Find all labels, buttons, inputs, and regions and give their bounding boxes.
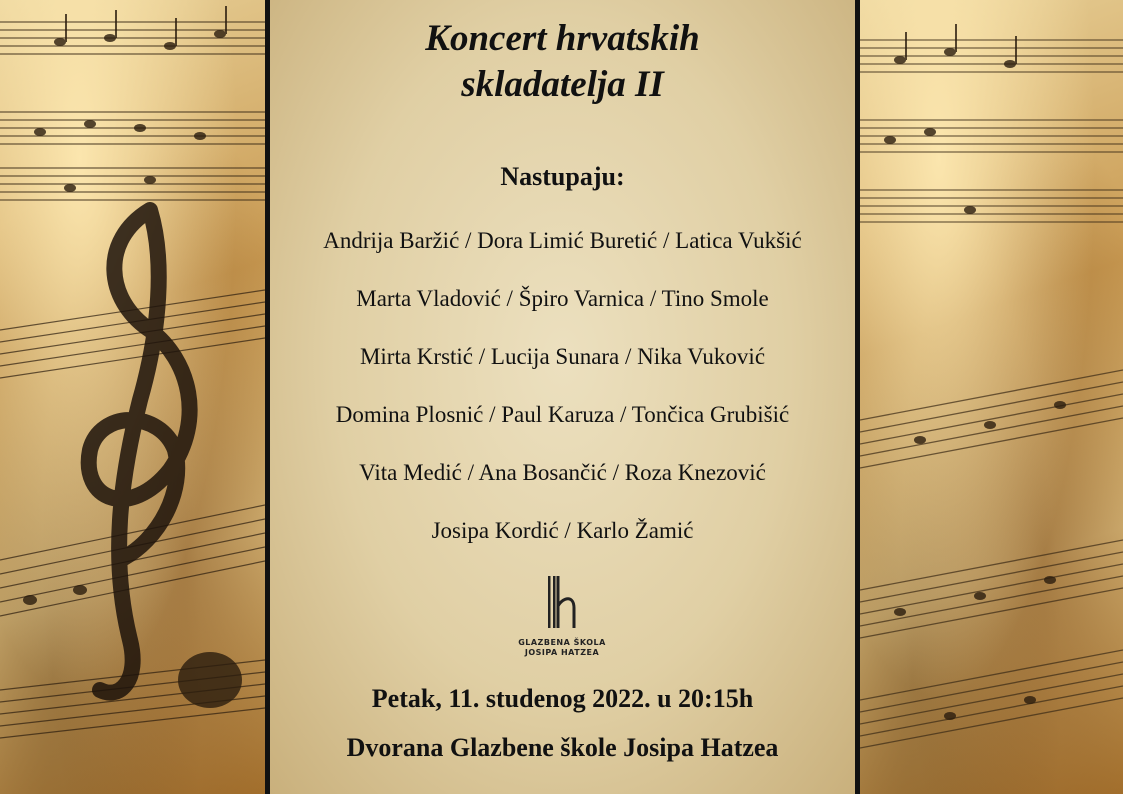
school-logo-icon xyxy=(512,572,612,636)
sheet-music-left-decoration xyxy=(0,0,265,794)
sheet-music-right-decoration xyxy=(860,0,1123,794)
performer-line: Domina Plosnić / Paul Karuza / Tončica Grubišić xyxy=(335,402,790,427)
logo-text-line-2: JOSIPA HATZEA xyxy=(524,648,600,657)
performer-line: Vita Medić / Ana Bosančić / Roza Knezović xyxy=(359,460,766,485)
performer-line: Josipa Kordić / Karlo Žamić xyxy=(431,518,694,543)
logo-text-line-1: GLAZBENA ŠKOLA xyxy=(518,638,606,647)
event-date: Petak, 11. studenog 2022. u 20:15h xyxy=(371,684,754,713)
school-logo xyxy=(512,572,612,664)
event-venue: Dvorana Glazbene škole Josipa Hatzea xyxy=(346,733,779,762)
concert-title xyxy=(270,16,855,108)
performers-heading: Nastupaju: xyxy=(500,162,625,191)
performer-line: Andrija Baržić / Dora Limić Buretić / Latica Vukšić xyxy=(323,228,802,253)
poster-panel xyxy=(270,0,855,794)
performer-line: Mirta Krstić / Lucija Sunara / Nika Vuković xyxy=(359,344,766,369)
sheet-music-illustration-left xyxy=(0,0,265,794)
title-line-2: skladatelja II xyxy=(461,64,664,105)
performer-line: Marta Vladović / Špiro Varnica / Tino Smole xyxy=(356,286,769,311)
school-logo-text xyxy=(512,638,612,658)
title-line-1: Koncert hrvatskih xyxy=(425,18,700,59)
sheet-music-illustration-right xyxy=(860,0,1123,794)
performers-list xyxy=(270,225,855,573)
